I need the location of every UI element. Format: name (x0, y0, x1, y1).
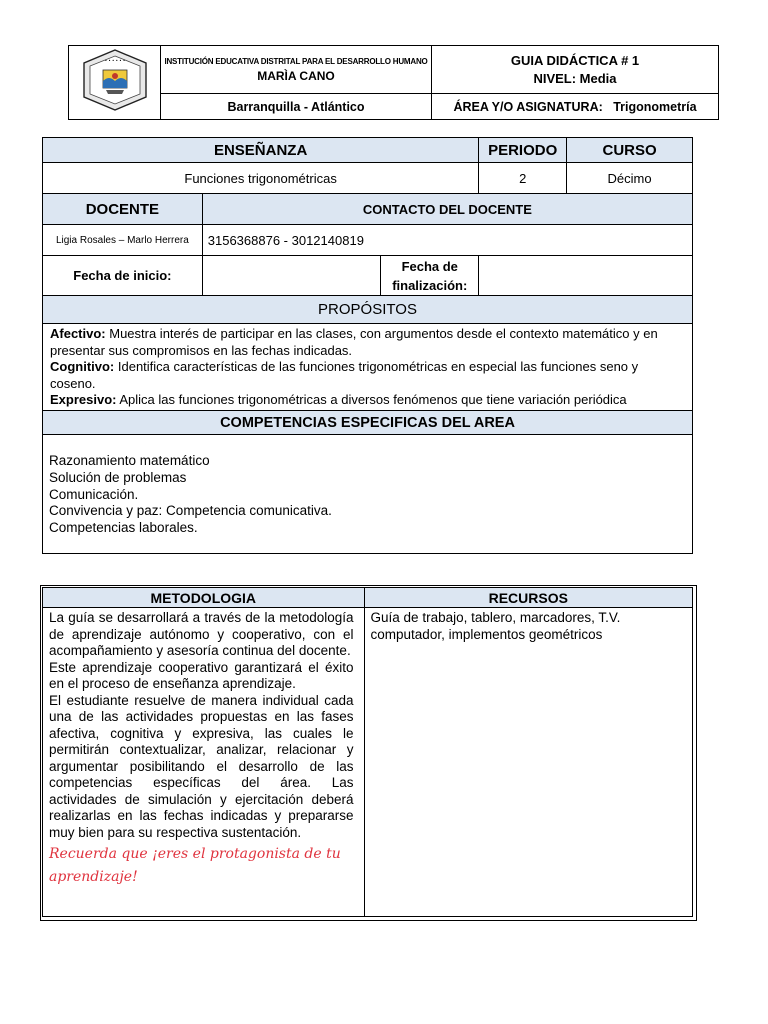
propositos-body (43, 324, 693, 411)
ensenanza-header: ENSEÑANZA (43, 138, 479, 163)
expresivo-label: Expresivo: (50, 392, 117, 407)
competencia-item: Comunicación. (49, 486, 139, 502)
fecha-fin-label-line1: Fecha de (401, 258, 458, 274)
metodologia-body (43, 608, 365, 917)
docente-header: DOCENTE (43, 194, 203, 225)
info-table (42, 137, 693, 554)
competencias-list (43, 435, 693, 554)
afectivo-label: Afectivo: (50, 326, 106, 341)
recursos-body (364, 608, 692, 917)
school-seal-icon (76, 47, 154, 113)
expresivo-paragraph (50, 392, 686, 409)
metodologia-paragraph-3: El estudiante resuelve de manera individual cada una de las actividades propuestas en las fases afectiva, cognitiva y expresiva, las cuales le permitirán contextualizar, analizar, relacionar y argumentar posibilitando el desarrollo de las competencias específicas del área. Las actividades de simulación y ejercitación deberá realizarlas en las fechas indicadas y prepararse muy bien para su respectiva sustentación. (49, 692, 354, 840)
school-logo (69, 46, 161, 120)
curso-value: Décimo (567, 163, 693, 194)
expresivo-text: Aplica las funciones trigonométricas a diversos fenómenos que tiene variación periódica (116, 392, 627, 407)
institution-name: MARÌA CANO (257, 68, 335, 83)
metodologia-paragraph-1: La guía se desarrollará a través de la metodología de aprendizaje autónomo y cooperativo, con el acompañamiento y asesoría continua del docente. (49, 610, 354, 658)
contacto-value: 3156368876 - 3012140819 (202, 225, 692, 256)
fecha-fin-value (479, 256, 693, 296)
cognitivo-paragraph (50, 359, 686, 392)
fecha-inicio-value (202, 256, 381, 296)
competencia-item: Competencias laborales. (49, 520, 198, 536)
guide-number: GUIA DIDÁCTICA # 1 (510, 53, 640, 68)
cognitivo-text: Identifica características de las funciones trigonométricas en especial las funciones seno y coseno. (50, 359, 639, 391)
competencias-header: COMPETENCIAS ESPECIFICAS DEL AREA (43, 411, 693, 435)
fecha-inicio-label: Fecha de inicio: (43, 256, 203, 296)
fecha-fin-label (381, 256, 479, 296)
area-value: Trigonometría (613, 99, 697, 114)
contacto-header: CONTACTO DEL DOCENTE (202, 194, 692, 225)
area-label: ÁREA Y/O ASIGNATURA: (453, 99, 603, 114)
institution-cell (161, 46, 432, 94)
header-table (68, 45, 719, 120)
recursos-header: RECURSOS (364, 588, 692, 608)
fecha-fin-label-line2: finalización: (392, 277, 468, 293)
metodologia-paragraph-2: Este aprendizaje cooperativo garantizará el éxito en el proceso de enseñanza aprendizaje. (49, 659, 354, 691)
propositos-header: PROPÓSITOS (43, 296, 693, 324)
cognitivo-label: Cognitivo: (50, 359, 115, 374)
guide-level: NIVEL: Media (533, 71, 617, 86)
metodologia-note: Recuerda que ¡eres el protagonista de tu aprendizaje! (49, 846, 341, 885)
curso-header: CURSO (567, 138, 693, 163)
periodo-value: 2 (479, 163, 567, 194)
metodologia-table (42, 587, 693, 917)
svg-text:• • • • • •: • • • • • • (104, 58, 125, 63)
guide-cell (432, 46, 719, 94)
recursos-text: Guía de trabajo, tablero, marcadores, T.V. computador, implementos geométricos (370, 610, 621, 642)
city-cell: Barranquilla - Atlántico (161, 94, 432, 120)
metodologia-header: METODOLOGIA (43, 588, 365, 608)
competencia-item: Razonamiento matemático (49, 453, 210, 468)
afectivo-paragraph (50, 326, 686, 359)
area-cell (432, 94, 719, 120)
institution-line: INSTITUCIÓN EDUCATIVA DISTRITAL PARA EL DESARROLLO HUMANO (164, 56, 428, 66)
periodo-header: PERIODO (479, 138, 567, 163)
competencia-item: Convivencia y paz: Competencia comunicativa. (49, 503, 332, 519)
docente-value: Ligia Rosales – Marlo Herrera (43, 225, 203, 256)
competencia-item: Solución de problemas (49, 469, 187, 485)
afectivo-text: Muestra interés de participar en las clases, con argumentos desde el contexto matemático y en presentar sus compromisos en las fechas indicadas. (50, 326, 658, 358)
ensenanza-value: Funciones trigonométricas (43, 163, 479, 194)
